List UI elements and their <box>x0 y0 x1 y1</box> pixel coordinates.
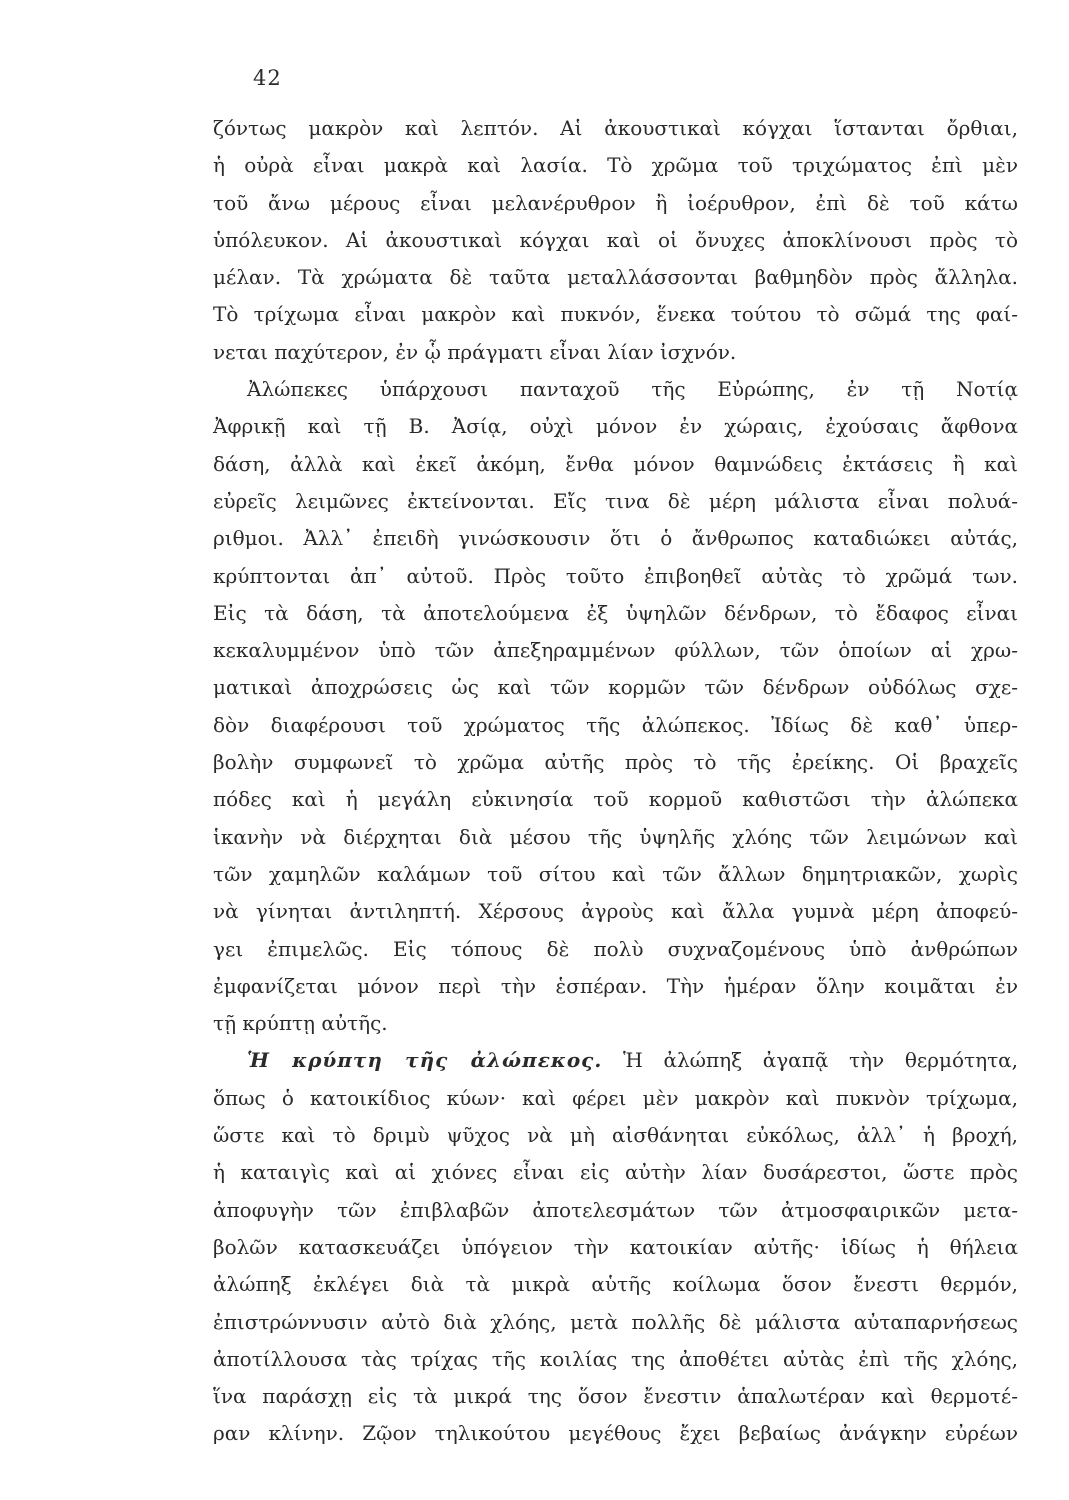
text-line: Εἰς τὰ δάση, τὰ ἀποτελούμενα ἐξ ὑψηλῶν δένδρων, τὸ ἔδαφος εἶναι <box>213 600 1018 625</box>
section-first-line <box>213 1042 1018 1079</box>
text-line: ἀλώπηξ ἐκλέγει διὰ τὰ μικρὰ αὑτῆς κοίλωμα ὅσον ἔνεστι θερμόν, <box>213 1272 1018 1297</box>
paragraph-first-line: Ἀλώπεκες ὑπάρχουσι πανταχοῦ τῆς Εὐρώπης, ἐν τῇ Νοτίᾳ <box>247 377 1018 402</box>
text-line: γει ἐπιμελῶς. Εἰς τόπους δὲ πολὺ συχναζομένους ὑπὸ ἀνθρώπων <box>213 936 1018 961</box>
text-line: βολὴν συμφωνεῖ τὸ χρῶμα αὐτῆς πρὸς τὸ τῆς ἐρείκης. Οἱ βραχεῖς <box>213 750 1018 775</box>
text-line: ἡ οὐρὰ εἶναι μακρὰ καὶ λασία. Τὸ χρῶμα τοῦ τριχώματος ἐπὶ μὲν <box>213 153 1018 178</box>
text-line: δὸν διαφέρουσι τοῦ χρώματος τῆς ἀλώπεκος. Ἰδίως δὲ καθ᾽ ὑπερ- <box>213 712 1018 737</box>
text-line: ὑπόλευκον. Αἱ ἀκουστικαὶ κόγχαι καὶ οἱ ὄνυχες ἀποκλίνουσι πρὸς τὸ <box>213 227 1018 252</box>
text-line: Ἀφρικῇ καὶ τῇ Β. Ἀσίᾳ, οὐχὶ μόνον ἐν χώραις, ἐχούσαις ἄφθονα <box>213 414 1018 439</box>
text-line: τῶν χαμηλῶν καλάμων τοῦ σίτου καὶ τῶν ἄλλων δημητριακῶν, χωρὶς <box>213 861 1018 886</box>
text-line: Τὸ τρίχωμα εἶναι μακρὸν καὶ πυκνόν, ἕνεκα τούτου τὸ σῶμά της φαί- <box>213 302 1018 327</box>
text-line: πόδες καὶ ἡ μεγάλη εὐκινησία τοῦ κορμοῦ καθιστῶσι τὴν ἀλώπεκα <box>213 787 1018 812</box>
text-line: νὰ γίνηται ἀντιληπτή. Χέρσους ἀγροὺς καὶ ἄλλα γυμνὰ μέρη ἀποφεύ- <box>213 899 1018 924</box>
text-line: ἐπιστρώννυσιν αὐτὸ διὰ χλόης, μετὰ πολλῆς δὲ μάλιστα αὐταπαρνήσεως <box>213 1309 1018 1334</box>
text-line: τῇ κρύπτῃ αὐτῆς. <box>213 1011 388 1036</box>
text-line: κεκαλυμμένον ὑπὸ τῶν ἀπεξηραμμένων φύλλων, τῶν ὁποίων αἱ χρω- <box>213 638 1018 663</box>
text-line: ραν κλίνην. Ζῷον τηλικούτου μεγέθους ἔχει βεβαίως ἀνάγκην εὐρέων <box>213 1421 1018 1446</box>
text-line: εὐρεῖς λειμῶνες ἐκτείνονται. Εἴς τινα δὲ μέρη μάλιστα εἶναι πολυά- <box>213 488 1018 513</box>
text-line: ἀποτίλλουσα τὰς τρίχας τῆς κοιλίας της ἀποθέτει αὐτὰς ἐπὶ τῆς χλόης, <box>213 1346 1018 1371</box>
page-number: 42 <box>253 66 282 90</box>
text-line: ἡ καταιγὶς καὶ αἱ χιόνες εἶναι εἰς αὐτὴν λίαν δυσάρεστοι, ὥστε πρὸς <box>213 1160 1018 1185</box>
text-line: ἵνα παράσχῃ εἰς τὰ μικρά της ὅσον ἔνεστιν ἁπαλωτέραν καὶ θερμοτέ- <box>213 1384 1018 1409</box>
text-line: ἐμφανίζεται μόνον περὶ τὴν ἑσπέραν. Τὴν ἡμέραν ὅλην κοιμᾶται ἐν <box>213 973 1018 998</box>
text-line: κρύπτονται ἀπ᾽ αὐτοῦ. Πρὸς τοῦτο ἐπιβοηθεῖ αὐτὰς τὸ χρῶμά των. <box>213 563 1018 588</box>
section-heading: Ἡ κρύπτη τῆς ἀλώπεκος. <box>247 1048 603 1073</box>
text-line: τοῦ ἄνω μέρους εἶναι μελανέρυθρον ἢ ἰοέρυθρον, ἐπὶ δὲ τοῦ κάτω <box>213 190 1018 215</box>
text-line: δάση, ἀλλὰ καὶ ἐκεῖ ἀκόμη, ἔνθα μόνον θαμνώδεις ἐκτάσεις ἢ καὶ <box>213 451 1018 476</box>
text-line: ἀποφυγὴν τῶν ἐπιβλαβῶν ἀποτελεσμάτων τῶν ἀτμοσφαιρικῶν μετα- <box>213 1197 1018 1222</box>
text-line: ριθμοι. Ἀλλ᾽ ἐπειδὴ γινώσκουσιν ὅτι ὁ ἄνθρωπος καταδιώκει αὐτάς, <box>213 526 1018 551</box>
text-line: ζόντως μακρὸν καὶ λεπτόν. Αἱ ἀκουστικαὶ κόγχαι ἵστανται ὄρθιαι, <box>213 116 1018 140</box>
text-line: μέλαν. Τὰ χρώματα δὲ ταῦτα μεταλλάσσονται βαθμηδὸν πρὸς ἄλληλα. <box>213 265 1018 290</box>
text-line: ὥστε καὶ τὸ δριμὺ ψῦχος νὰ μὴ αἰσθάνηται εὐκόλως, ἀλλ᾽ ἡ βροχή, <box>213 1123 1018 1148</box>
section-first-line-text: Ἡ ἀλώπηξ ἀγαπᾷ τὴν θερμότητα, <box>622 1048 1018 1073</box>
text-line: ματικαὶ ἀποχρώσεις ὡς καὶ τῶν κορμῶν τῶν δένδρων οὐδόλως σχε- <box>213 675 1018 700</box>
text-line: βολῶν κατασκευάζει ὑπόγειον τὴν κατοικίαν αὐτῆς· ἰδίως ἡ θήλεια <box>213 1234 1018 1259</box>
text-line: ἱκανὴν νὰ διέρχηται διὰ μέσου τῆς ὑψηλῆς χλόης τῶν λειμώνων καὶ <box>213 824 1018 849</box>
text-line: ὅπως ὁ κατοικίδιος κύων· καὶ φέρει μὲν μακρὸν καὶ πυκνὸν τρίχωμα, <box>213 1085 1018 1110</box>
body-text <box>213 110 1018 1453</box>
text-line: νεται παχύτερον, ἐν ᾧ πράγματι εἶναι λίαν ἰσχνόν. <box>213 339 737 364</box>
